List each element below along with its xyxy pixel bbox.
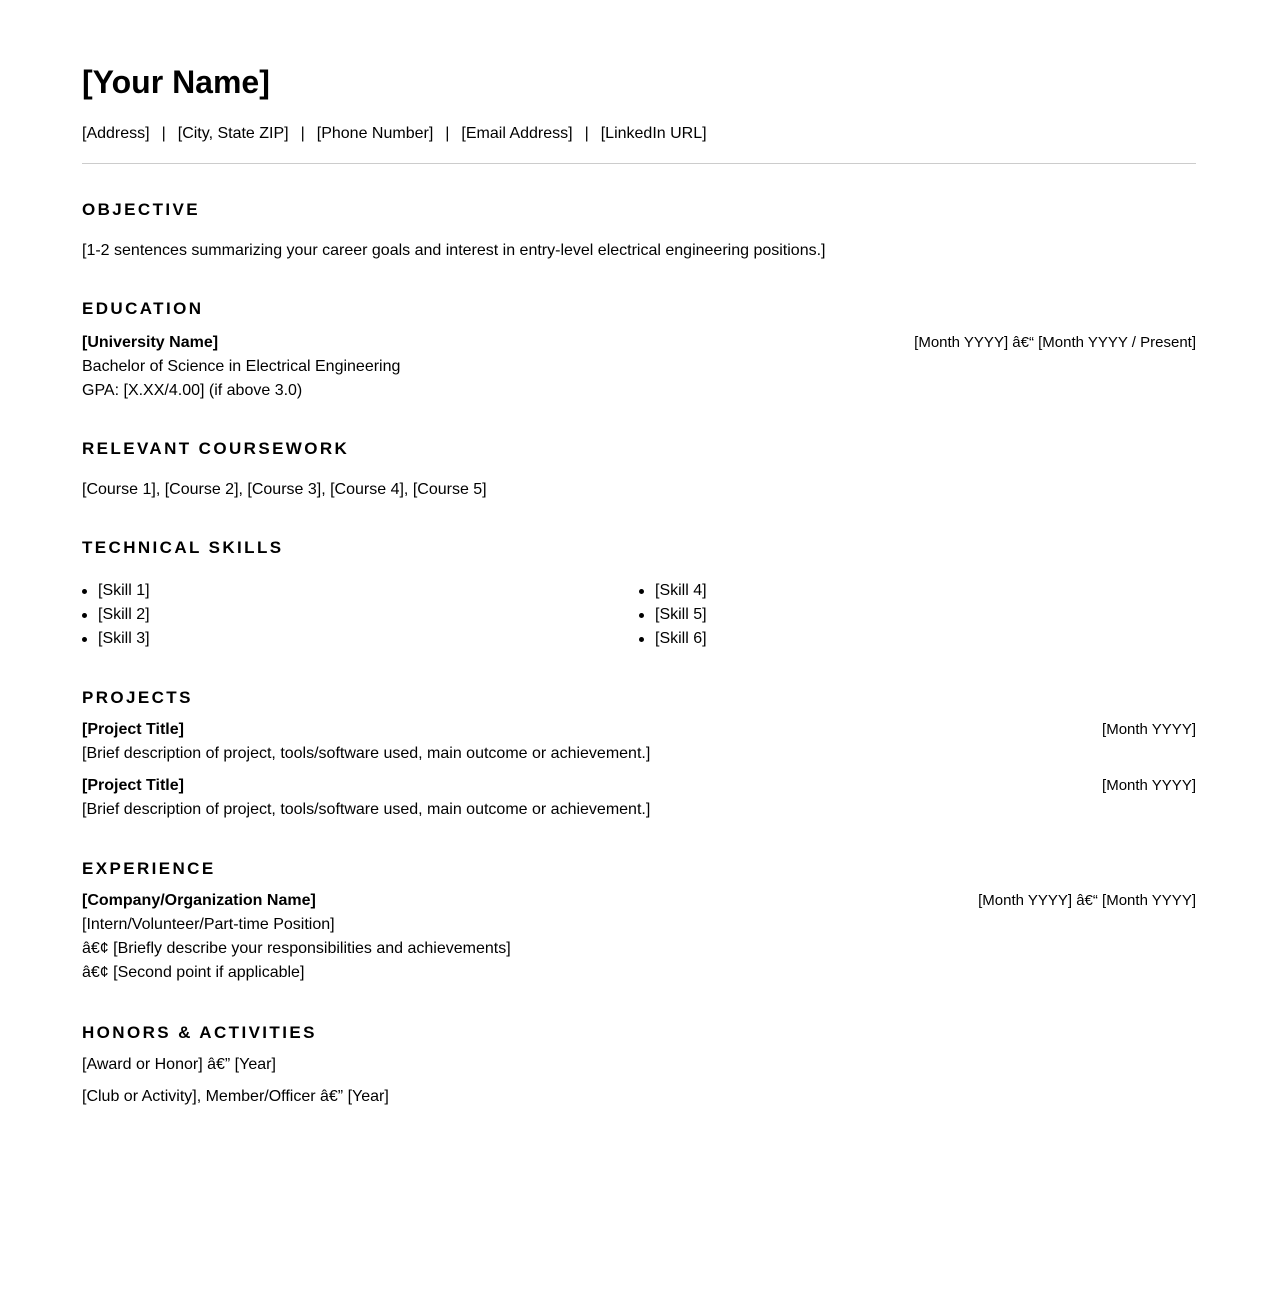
experience-section: [82, 859, 1196, 985]
skills-list-left: [82, 579, 639, 651]
experience-header-row: [82, 889, 1196, 913]
education-section: [82, 299, 1196, 403]
skill-item: [82, 627, 639, 651]
contact-email: [Email Address]: [461, 125, 573, 142]
experience-point: â€¢ [Briefly describe your responsibilities and achievements]: [82, 940, 511, 957]
project-title: [Project Title]: [82, 777, 184, 794]
skills-columns: [82, 579, 1196, 651]
section-title-skills: TECHNICAL SKILLS: [82, 538, 284, 557]
section-title-coursework: RELEVANT COURSEWORK: [82, 439, 350, 458]
project-description: [Brief description of project, tools/software used, main outcome or achievement.]: [82, 745, 651, 762]
university-name: [University Name]: [82, 334, 219, 351]
honor-item: [Club or Activity], Member/Officer â€” [Year]: [82, 1088, 389, 1105]
skills-section: [82, 538, 1196, 651]
section-title-honors: HONORS & ACTIVITIES: [82, 1023, 317, 1042]
bullet-icon: [82, 613, 87, 618]
contact-phone: [Phone Number]: [316, 125, 434, 142]
objective-text: [1-2 sentences summarizing your career goals and interest in entry-level electrical engineering positions.]: [82, 242, 826, 259]
skill-item: [82, 579, 639, 603]
project-description: [Brief description of project, tools/software used, main outcome or achievement.]: [82, 801, 651, 818]
coursework-text: [Course 1], [Course 2], [Course 3], [Course 4], [Course 5]: [82, 481, 487, 498]
bullet-icon: [639, 613, 644, 618]
experience-point: â€¢ [Second point if applicable]: [82, 964, 305, 981]
bullet-icon: [82, 637, 87, 642]
skill-label: [Skill 1]: [98, 582, 150, 599]
skill-item: [639, 579, 1196, 603]
project-date: [Month YYYY]: [1102, 777, 1196, 794]
bullet-icon: [82, 589, 87, 594]
honors-section: [82, 1023, 1196, 1109]
section-title-experience: EXPERIENCE: [82, 859, 216, 878]
project-header-row: [82, 718, 1196, 742]
projects-section: [82, 688, 1196, 822]
section-title-objective: OBJECTIVE: [82, 200, 200, 219]
skill-label: [Skill 2]: [98, 606, 150, 623]
header-divider: [82, 163, 1196, 164]
bullet-icon: [639, 589, 644, 594]
project-date: [Month YYYY]: [1102, 721, 1196, 738]
company-name: [Company/Organization Name]: [82, 892, 316, 909]
skill-label: [Skill 6]: [655, 630, 707, 647]
skill-item: [639, 627, 1196, 651]
contact-address: [Address]: [82, 125, 150, 142]
contact-separator: |: [445, 125, 450, 142]
bullet-icon: [639, 637, 644, 642]
education-dates: [Month YYYY] â€“ [Month YYYY / Present]: [914, 334, 1196, 351]
contact-city-state-zip: [City, State ZIP]: [177, 125, 289, 142]
objective-section: [82, 200, 1196, 263]
coursework-section: [82, 439, 1196, 502]
skills-list-right: [639, 579, 1196, 651]
section-title-education: EDUCATION: [82, 299, 204, 318]
project-item: [82, 774, 1196, 822]
contact-separator: |: [584, 125, 589, 142]
gpa: GPA: [X.XX/4.00] (if above 3.0): [82, 382, 303, 399]
honor-item: [Award or Honor] â€” [Year]: [82, 1056, 276, 1073]
resume-page: [82, 62, 1196, 1109]
project-item: [82, 718, 1196, 766]
resume-name: [Your Name]: [82, 64, 270, 100]
project-title: [Project Title]: [82, 721, 184, 738]
skill-label: [Skill 5]: [655, 606, 707, 623]
section-title-projects: PROJECTS: [82, 688, 193, 707]
contact-line: [82, 124, 1196, 144]
experience-dates: [Month YYYY] â€“ [Month YYYY]: [978, 892, 1196, 909]
skill-item: [639, 603, 1196, 627]
contact-separator: |: [161, 125, 166, 142]
skill-label: [Skill 4]: [655, 582, 707, 599]
skill-item: [82, 603, 639, 627]
position: [Intern/Volunteer/Part-time Position]: [82, 916, 335, 933]
contact-separator: |: [300, 125, 305, 142]
contact-linkedin: [LinkedIn URL]: [600, 125, 707, 142]
project-header-row: [82, 774, 1196, 798]
skill-label: [Skill 3]: [98, 630, 150, 647]
education-header-row: [82, 331, 1196, 355]
degree: Bachelor of Science in Electrical Engineering: [82, 358, 401, 375]
